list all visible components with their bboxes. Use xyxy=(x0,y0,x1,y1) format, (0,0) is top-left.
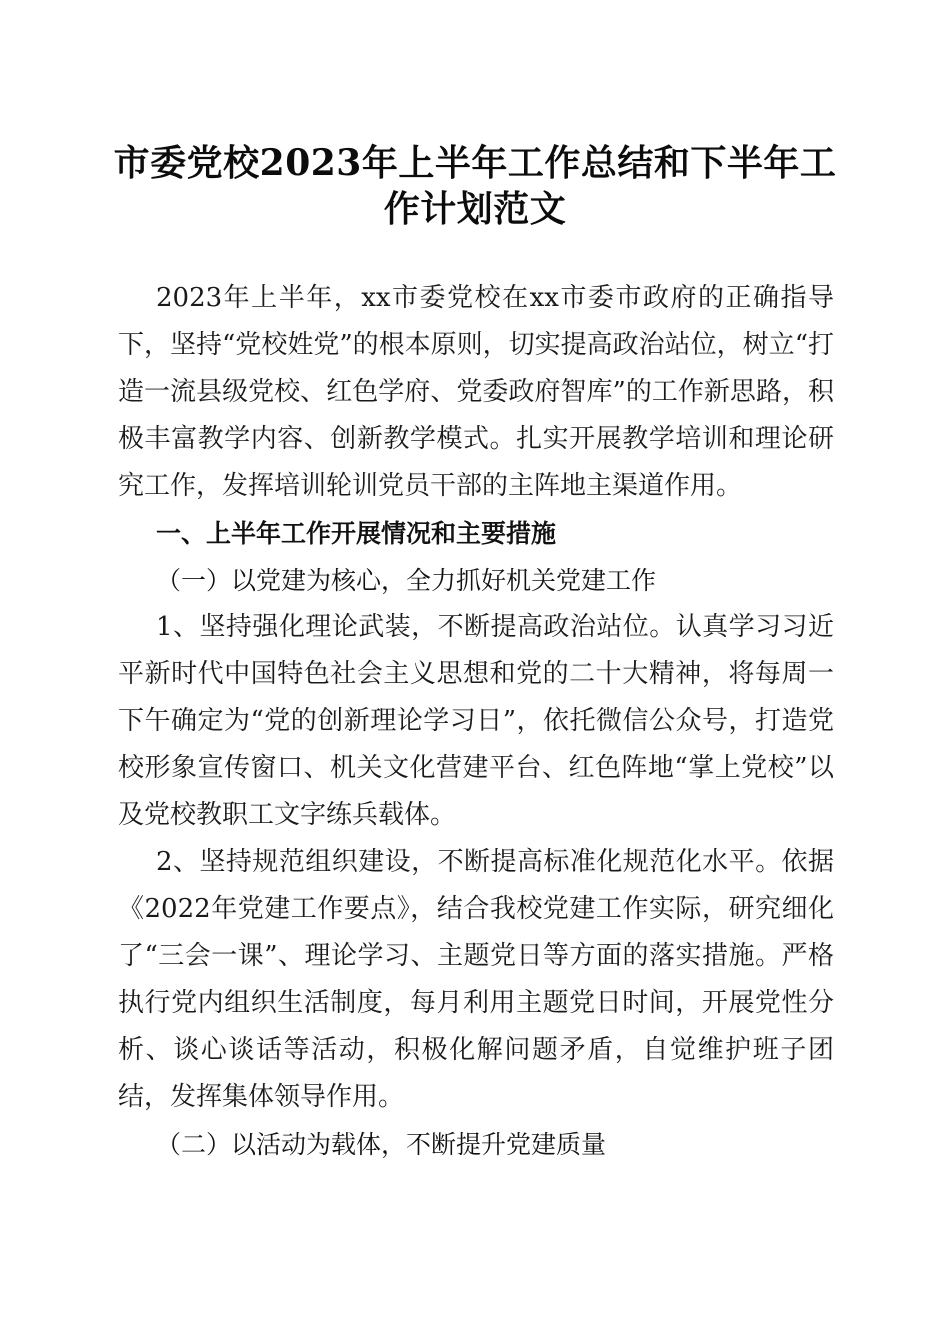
item-paragraph-1: 1、坚持强化理论武装，不断提高政治站位。认真学习习近平新时代中国特色社会主义思想和党的二十大精神，将每周一下午确定为“党的创新理论学习日”，依托微信公众号，打造党校形象宣传窗口、机关文化营建平台、红色阵地“掌上党校”以及党校教职工文字练兵载体。 xyxy=(118,612,834,830)
item-paragraph-2: 2、坚持规范组织建设，不断提高标准化规范化水平。依据《2022年党建工作要点》，结合我校党建工作实际，研究细化了“三会一课”、理论学习、主题党日等方面的落实措施。严格执行党内组织生活制度，每月利用主题党日时间，开展党性分析、谈心谈话等活动，积极化解问题矛盾，自觉维护班子团结，发挥集体领导作用。 xyxy=(118,847,834,1112)
document-body xyxy=(118,275,834,1168)
title-line-1: 市委党校2023年上半年工作总结和下半年工 xyxy=(113,142,837,184)
subsection-heading-1: （一）以党建为核心，全力抓好机关党建工作 xyxy=(156,566,657,595)
document-title xyxy=(100,140,850,232)
subsection-heading-2: （二）以活动为载体，不断提升党建质量 xyxy=(156,1130,607,1159)
title-line-2: 作计划范文 xyxy=(383,188,567,230)
intro-paragraph: 2023年上半年，xx市委党校在xx市委市政府的正确指导下，坚持“党校姓党”的根本原则，切实提高政治站位，树立“打造一流县级党校、红色学府、党委政府智库”的工作新思路，积极丰富教学内容、创新教学模式。扎实开展教学培训和理论研究工作，发挥培训轮训党员干部的主阵地主渠道作用。 xyxy=(118,283,834,501)
section-heading-1: 一、上半年工作开展情况和主要措施 xyxy=(156,519,557,548)
